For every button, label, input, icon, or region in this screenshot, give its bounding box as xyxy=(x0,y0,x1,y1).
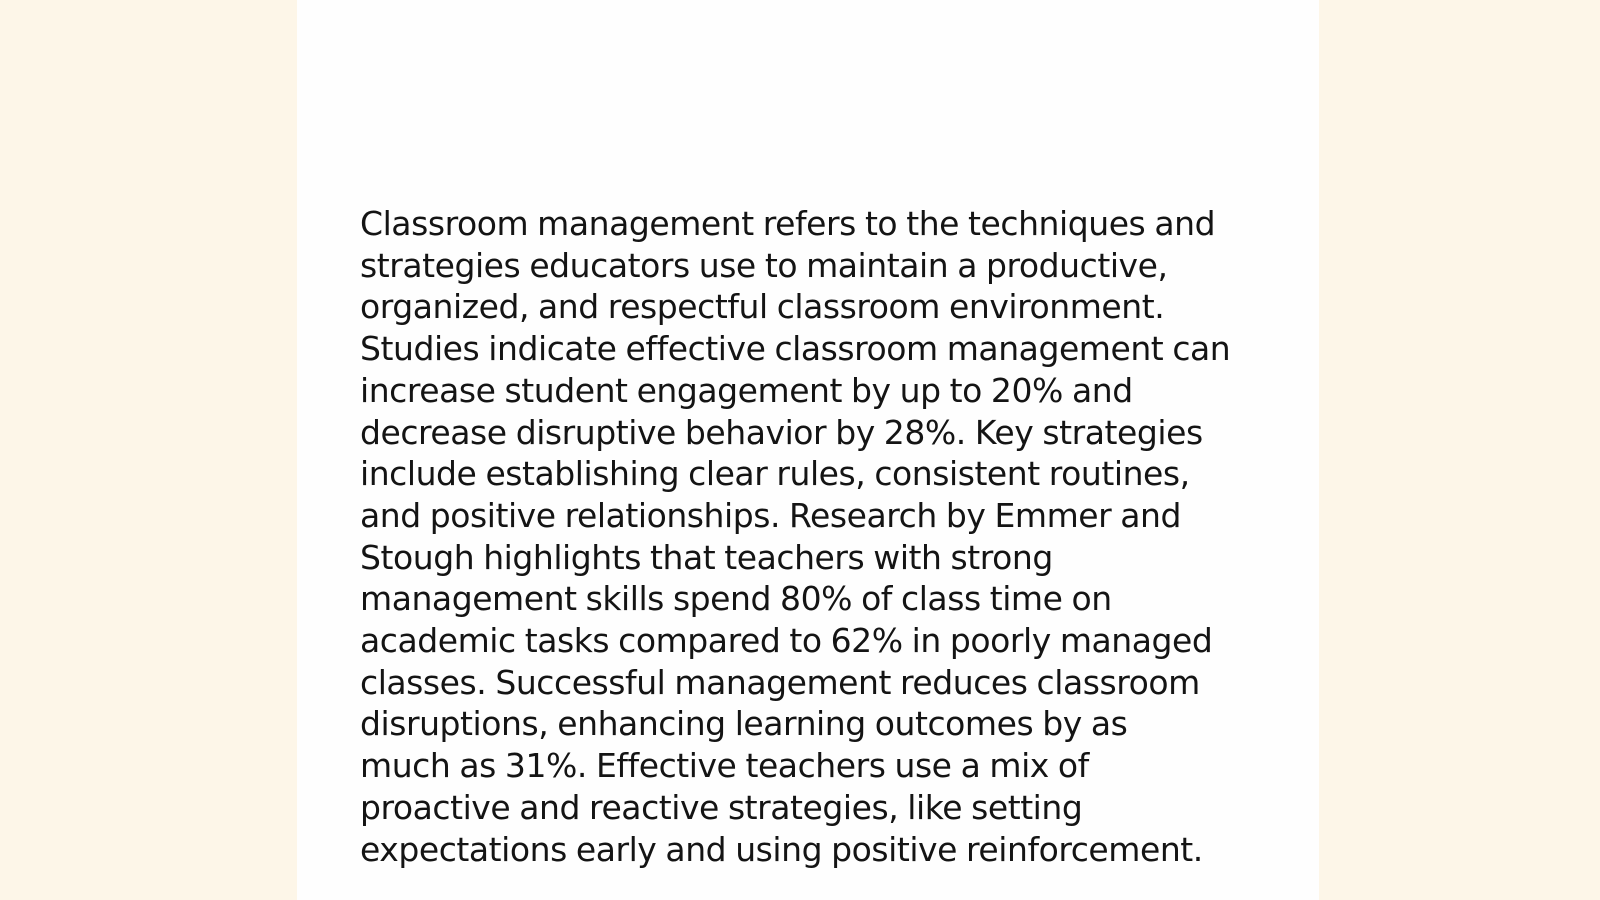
paragraph-line: much as 31%. Effective teachers use a mix of xyxy=(360,746,1089,786)
paragraph-line: decrease disruptive behavior by 28%. Key strategies xyxy=(360,412,1203,452)
paragraph-line: Studies indicate effective classroom management can xyxy=(360,329,1231,369)
paragraph-line: and positive relationships. Research by Emmer and xyxy=(360,495,1182,535)
paragraph-line: organized, and respectful classroom environment. xyxy=(360,287,1165,327)
paragraph-line: Stough highlights that teachers with strong xyxy=(360,537,1053,577)
document-page xyxy=(297,0,1319,900)
paragraph-line: include establishing clear rules, consistent routines, xyxy=(360,454,1190,494)
paragraph-line: Classroom management refers to the techniques and xyxy=(360,204,1216,243)
paragraph-line: disruptions, enhancing learning outcomes by as xyxy=(360,704,1128,744)
paragraph-line: proactive and reactive strategies, like setting xyxy=(360,787,1083,827)
paragraph-line: strategies educators use to maintain a productive, xyxy=(360,245,1168,285)
paragraph-line: management skills spend 80% of class time on xyxy=(360,579,1112,619)
body-paragraph xyxy=(360,203,1260,870)
paragraph-line: increase student engagement by up to 20% and xyxy=(360,370,1133,410)
paragraph-line: expectations early and using positive reinforcement. xyxy=(360,829,1203,869)
paragraph-line: academic tasks compared to 62% in poorly managed xyxy=(360,621,1213,661)
paragraph-line: classes. Successful management reduces classroom xyxy=(360,662,1200,702)
